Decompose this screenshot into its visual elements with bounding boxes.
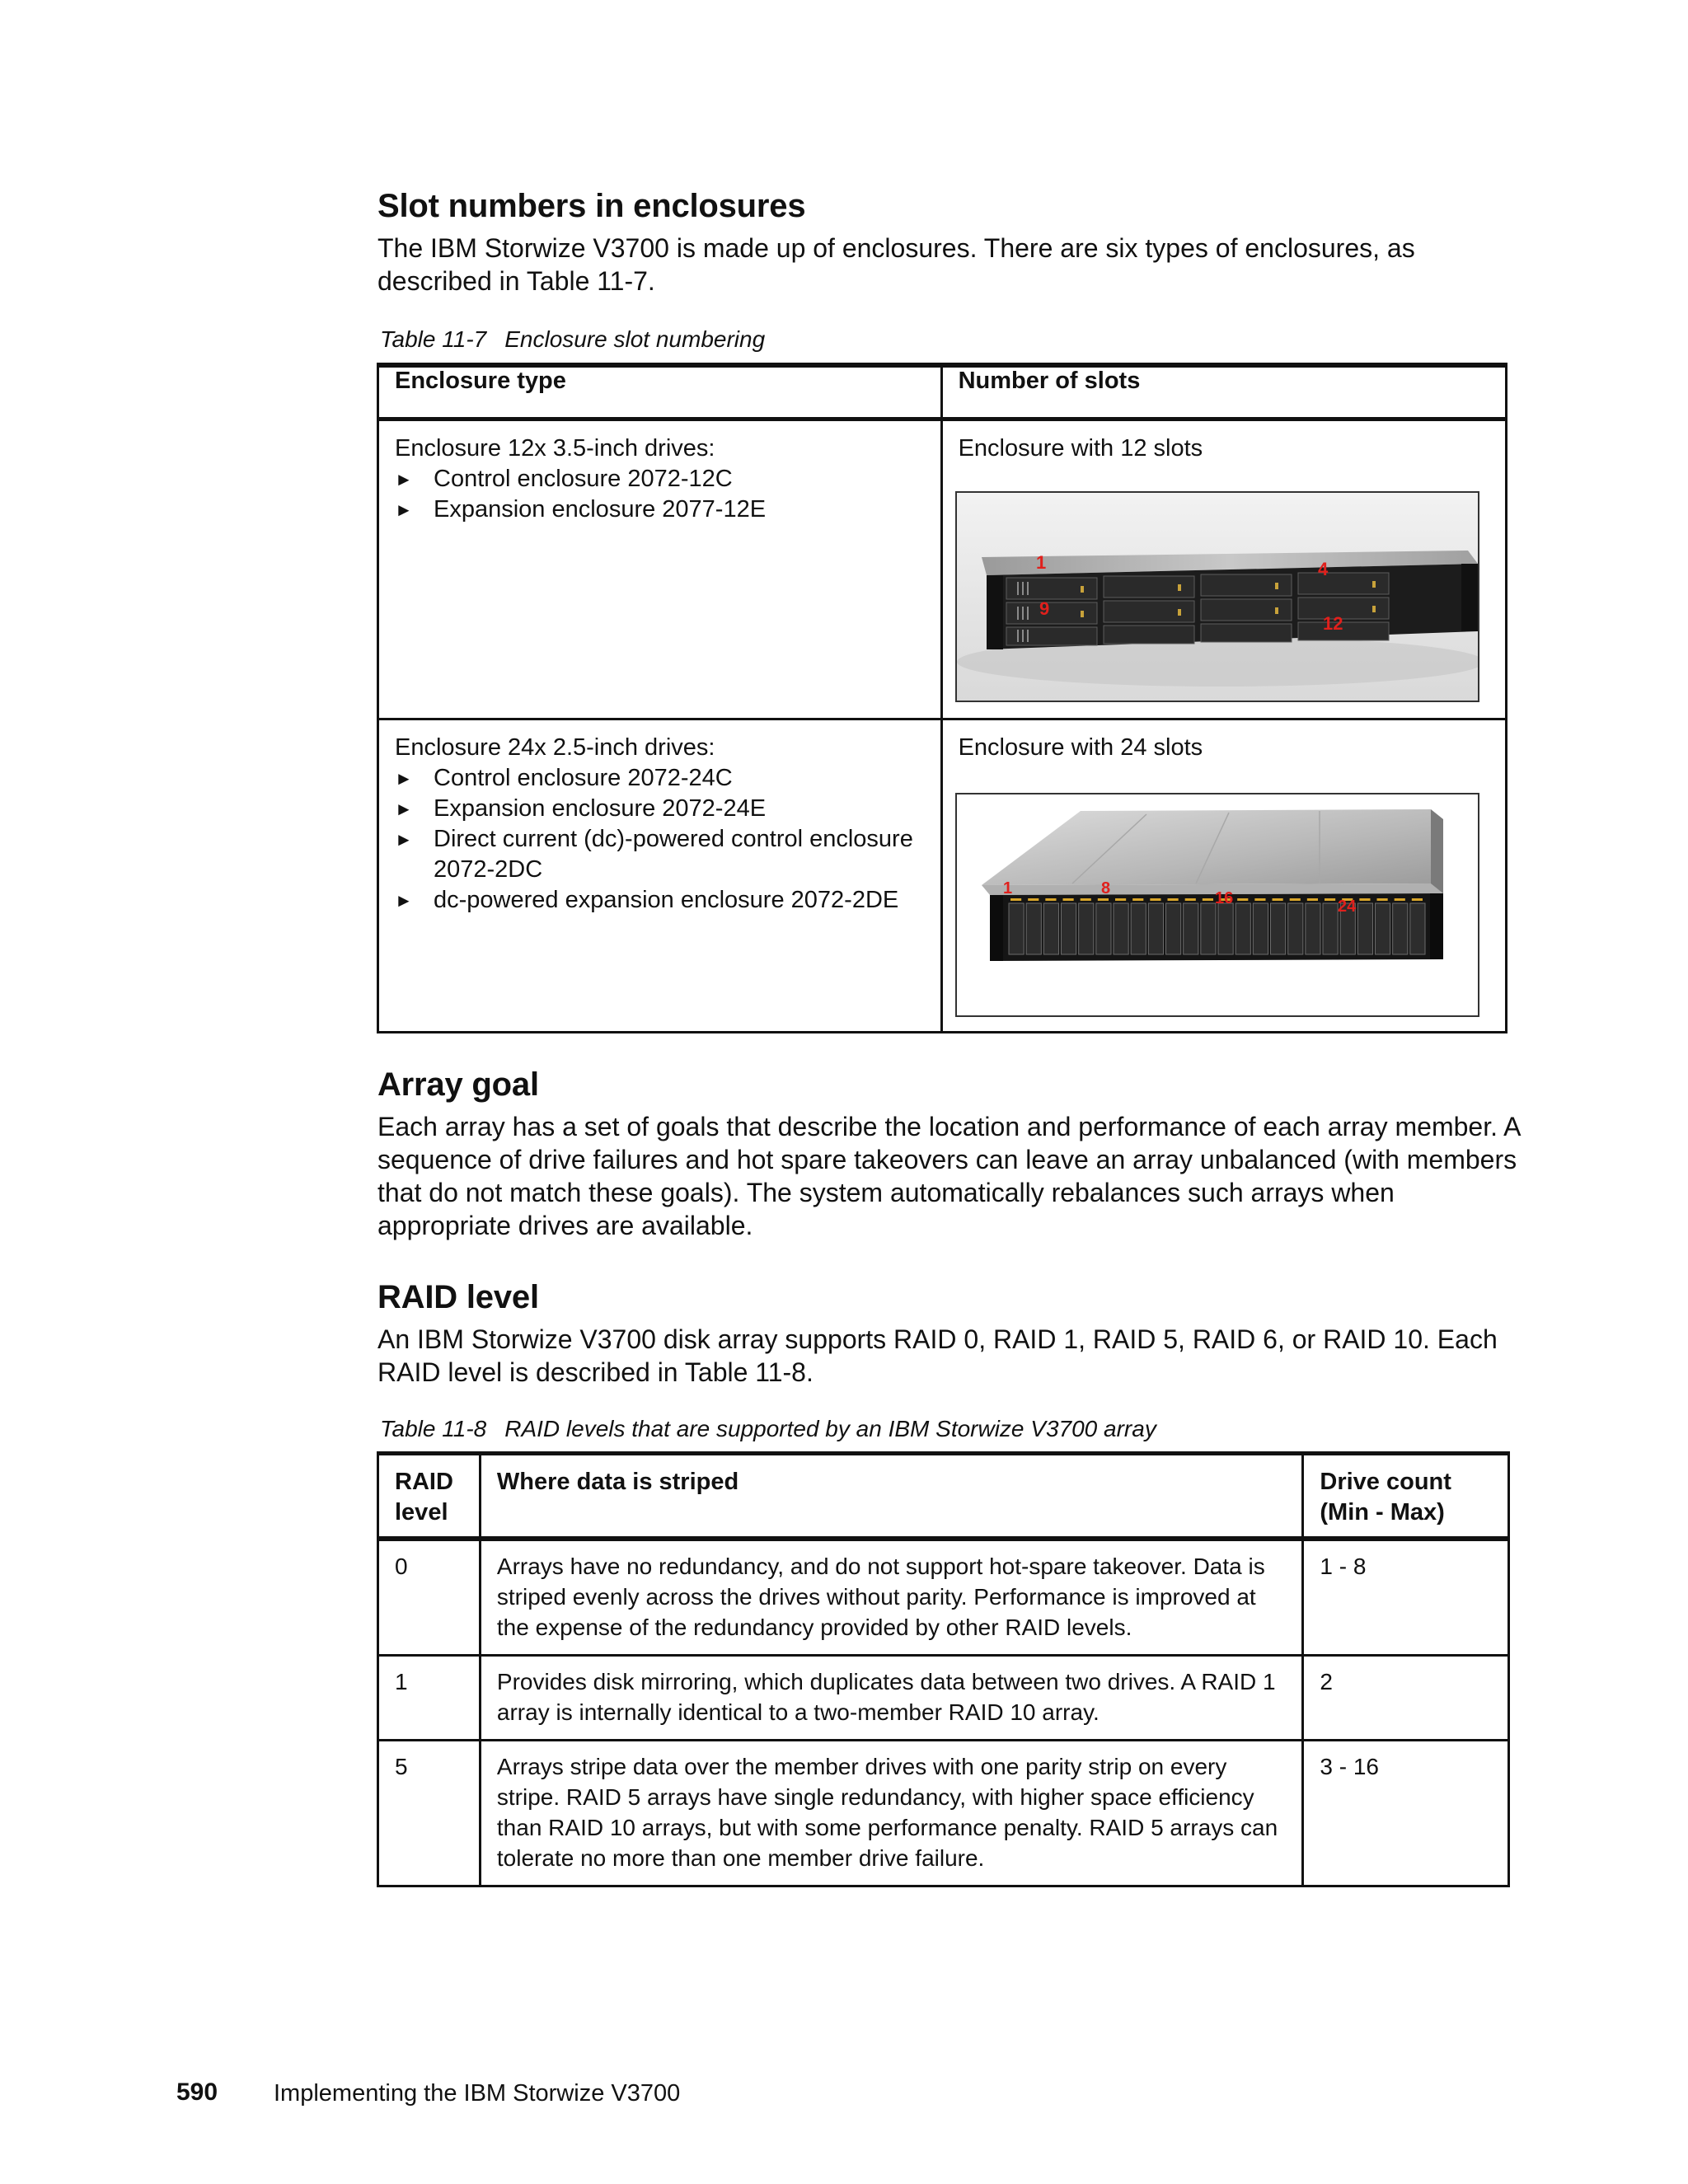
enclosure-24-slot-drawing [957,794,1478,1015]
drive-led [1325,898,1335,901]
list-item: ► Control enclosure 2072-12C [395,464,940,494]
drive-bay [1236,903,1250,954]
drive-bay [1026,903,1041,954]
drive-bay [1148,903,1163,954]
drive-bay [1079,903,1094,954]
drive-bay [1306,903,1320,954]
drive-bay [1096,903,1111,954]
slot-label-12: 12 [1323,613,1343,634]
triangle-bullet-icon: ► [395,469,413,490]
page-number: 590 [176,2079,218,2106]
raid-desc-cell: Arrays stripe data over the member drives with one parity strip on every stripe. RAID 5 arrays have single redundancy, with higher space efficiency than RAID 10 arrays, but with some performance penalty. RAID 5 arrays can tolerate no more than one member drive failure. [480,1741,1302,1886]
drive-led [1395,898,1405,901]
drive-count-cell: 2 [1303,1656,1509,1741]
drive-led [1359,898,1370,901]
slot-label-16: 16 [1215,889,1234,907]
table-row [378,1539,1509,1656]
drive-led [1150,898,1160,901]
slot-numbers-paragraph: The IBM Storwize V3700 is made up of enclosures. There are six types of enclosures, as described in Table 11-7. [377,233,1415,296]
drive-bay [1376,903,1390,954]
table-header-row [378,365,1507,419]
table-header-row [378,1454,1509,1540]
drive-led [1045,898,1056,901]
table-11-8-caption [380,1416,1156,1442]
raid-levels-table [377,1451,1510,1887]
drive-bay [1184,903,1198,954]
table-11-8-caption-number: Table 11-8 [380,1416,487,1441]
triangle-bullet-icon: ► [395,890,413,911]
slot-label-1: 1 [1003,879,1013,898]
header-raid-level: RAID level [378,1454,481,1540]
drive-bay [1062,903,1076,954]
drive-led [1290,898,1301,901]
drive-led [1063,898,1074,901]
table-11-7-caption-number: Table 11-7 [380,326,487,352]
enclosure-list [379,464,940,525]
drive-led [1412,898,1423,901]
enclosure-list [379,763,940,916]
drive-led [1098,898,1109,901]
header-where-striped: Where data is striped [480,1454,1302,1540]
table-11-7-caption [380,326,765,353]
drive-count-cell: 1 - 8 [1303,1539,1509,1656]
section-heading-slot-numbers: Slot numbers in enclosures [377,188,806,224]
enclosure-lead: Enclosure 24x 2.5-inch drives: [395,734,715,761]
raid-level-cell: 0 [378,1539,481,1656]
drive-led [1081,898,1091,901]
slot-label-9: 9 [1039,598,1050,619]
list-item: ► Expansion enclosure 2072-24E [395,794,940,824]
drive-led [1115,898,1126,901]
drive-bay [1410,903,1425,954]
drive-count-cell: 3 - 16 [1303,1741,1509,1886]
drive-bay [1288,903,1303,954]
table-11-8-caption-title: RAID levels that are supported by an IBM Storwize V3700 array [504,1416,1156,1441]
section-heading-raid-level: RAID level [377,1279,539,1315]
raid-level-paragraph: An IBM Storwize V3700 disk array supports RAID 0, RAID 1, RAID 5, RAID 6, or RAID 10. Each RAID level is described in Table 11-8. [377,1324,1498,1387]
raid-level-cell: 5 [378,1741,481,1886]
drive-led [1010,898,1021,901]
drive-bay [1009,903,1024,954]
triangle-bullet-icon: ► [395,499,413,520]
drive-bay [1323,903,1338,954]
table-11-7-caption-title: Enclosure slot numbering [504,326,766,352]
section-heading-array-goal: Array goal [377,1066,539,1103]
drive-led [1185,898,1196,901]
slots-text: Enclosure with 12 slots [958,435,1203,462]
drive-bay [1218,903,1233,954]
drive-bay [1114,903,1128,954]
enclosure-12-slot-drawing [957,493,1478,701]
drive-bay [1357,903,1372,954]
array-goal-paragraph: Each array has a set of goals that describe the location and performance of each array member. A sequence of drive failures and hot spare takeovers can leave an array unbalanced (with members that do not match these goals). The system automatically rebalances such arrays when appropriate drives are available. [377,1112,1520,1240]
table-row [378,1656,1509,1741]
triangle-bullet-icon: ► [395,799,413,819]
slot-label-8: 8 [1101,879,1111,898]
enclosure-lead: Enclosure 12x 3.5-inch drives: [395,435,715,462]
drive-led [1307,898,1318,901]
drive-led [1028,898,1039,901]
raid-desc-cell: Provides disk mirroring, which duplicates data between two drives. A RAID 1 array is internally identical to a two-member RAID 10 array. [480,1656,1302,1741]
drive-led [1168,898,1179,901]
drive-bay [1201,903,1216,954]
drive-led [1203,898,1213,901]
slot-label-1: 1 [1036,552,1047,573]
table-row [378,1741,1509,1886]
enclosure-24-slot-image [955,793,1479,1017]
list-item: ► dc-powered expansion enclosure 2072-2DE [395,885,940,916]
slots-text: Enclosure with 24 slots [958,734,1203,761]
triangle-bullet-icon: ► [395,768,413,789]
triangle-bullet-icon: ► [395,829,413,850]
drive-bay [1043,903,1058,954]
slot-label-24: 24 [1338,898,1357,916]
enclosure-type-cell [378,719,942,1033]
drive-bay [1271,903,1286,954]
slot-label-4: 4 [1318,559,1329,579]
drive-led [1237,898,1248,901]
drive-bay [1393,903,1408,954]
raid-level-cell: 1 [378,1656,481,1741]
enclosure-type-cell [378,419,942,719]
header-enclosure-type: Enclosure type [378,365,942,419]
drive-bay [1166,903,1181,954]
header-drive-count: Drive count (Min - Max) [1303,1454,1509,1540]
header-number-of-slots: Number of slots [941,365,1506,419]
raid-desc-cell: Arrays have no redundancy, and do not support hot-spare takeover. Data is striped evenly across the drives without parity. Performance is improved at the expense of the redundancy provided by other RAID levels. [480,1539,1302,1656]
list-item: ► Expansion enclosure 2077-12E [395,494,940,525]
drive-led [1132,898,1143,901]
footer-book-title: Implementing the IBM Storwize V3700 [274,2080,681,2107]
list-item: ► Direct current (dc)-powered control enclosure 2072-2DC [395,826,913,883]
enclosure-12-slot-image [955,491,1479,702]
drive-bay [1131,903,1146,954]
drive-bay [1253,903,1268,954]
list-item: ► Control enclosure 2072-24C [395,763,940,794]
drive-led [1273,898,1283,901]
drive-led [1377,898,1388,901]
drive-led [1254,898,1265,901]
